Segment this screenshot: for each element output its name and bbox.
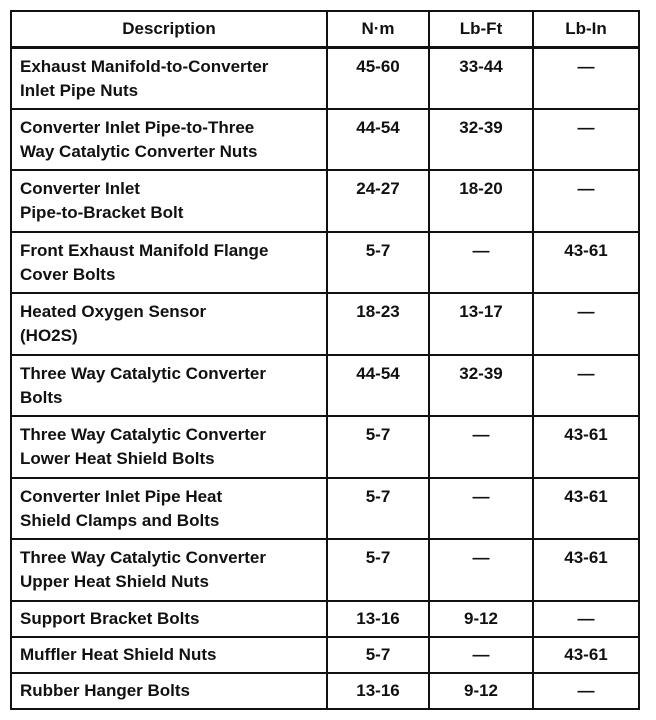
description-line: Converter Inlet Pipe-to-Three xyxy=(20,117,255,137)
header-lbft: Lb-Ft xyxy=(429,11,533,47)
description-line: Front Exhaust Manifold Flange xyxy=(20,240,269,260)
cell-description xyxy=(11,539,327,601)
cell-description xyxy=(11,170,327,232)
cell-description xyxy=(11,637,327,673)
cell-description xyxy=(11,478,327,540)
cell-lbin: 43-61 xyxy=(533,478,639,540)
cell-nm: 13-16 xyxy=(327,673,429,709)
description-line: Cover Bolts xyxy=(20,264,116,284)
cell-lbin: 43-61 xyxy=(533,539,639,601)
cell-lbft: 9-12 xyxy=(429,601,533,637)
cell-lbft: 32-39 xyxy=(429,355,533,417)
cell-lbin: — xyxy=(533,293,639,355)
cell-lbft: — xyxy=(429,539,533,601)
table-row xyxy=(11,478,639,540)
table-row xyxy=(11,293,639,355)
table-row xyxy=(11,170,639,232)
description-line: Exhaust Manifold-to-Converter xyxy=(20,56,269,76)
cell-nm: 5-7 xyxy=(327,478,429,540)
cell-nm: 5-7 xyxy=(327,637,429,673)
cell-lbin: 43-61 xyxy=(533,416,639,478)
table-row xyxy=(11,637,639,673)
cell-nm: 44-54 xyxy=(327,355,429,417)
cell-nm: 5-7 xyxy=(327,232,429,294)
cell-nm: 45-60 xyxy=(327,47,429,109)
cell-lbin: — xyxy=(533,109,639,171)
table-row xyxy=(11,673,639,709)
cell-lbft: 9-12 xyxy=(429,673,533,709)
cell-lbft: — xyxy=(429,416,533,478)
table-row xyxy=(11,355,639,417)
description-line: Three Way Catalytic Converter xyxy=(20,548,266,567)
cell-lbin: — xyxy=(533,601,639,637)
cell-nm: 18-23 xyxy=(327,293,429,355)
cell-lbft: — xyxy=(429,232,533,294)
description-line: Shield Clamps and Bolts xyxy=(20,510,220,530)
cell-lbin: — xyxy=(533,355,639,417)
description-line: Upper Heat Shield Nuts xyxy=(20,572,209,591)
table-row xyxy=(11,601,639,637)
description-line: Pipe-to-Bracket Bolt xyxy=(20,203,184,222)
cell-lbft: 13-17 xyxy=(429,293,533,355)
cell-nm: 24-27 xyxy=(327,170,429,232)
description-line: Three Way Catalytic Converter xyxy=(20,425,266,444)
description-line: Support Bracket Bolts xyxy=(20,608,200,628)
cell-nm: 5-7 xyxy=(327,416,429,478)
table-body xyxy=(11,47,639,709)
cell-description xyxy=(11,293,327,355)
table-row xyxy=(11,47,639,109)
cell-description xyxy=(11,47,327,109)
description-line: Muffler Heat Shield Nuts xyxy=(20,644,217,664)
cell-lbin: — xyxy=(533,673,639,709)
cell-nm: 5-7 xyxy=(327,539,429,601)
description-line: Way Catalytic Converter Nuts xyxy=(20,141,258,161)
description-line: Bolts xyxy=(20,387,63,407)
cell-nm: 13-16 xyxy=(327,601,429,637)
description-line: Three Way Catalytic Converter xyxy=(20,363,266,383)
table-row xyxy=(11,232,639,294)
cell-lbft: — xyxy=(429,478,533,540)
header-nm: N·m xyxy=(327,11,429,47)
cell-description xyxy=(11,355,327,417)
cell-description xyxy=(11,673,327,709)
cell-description xyxy=(11,601,327,637)
header-lbin: Lb-In xyxy=(533,11,639,47)
cell-description xyxy=(11,109,327,171)
cell-lbft: 32-39 xyxy=(429,109,533,171)
description-line: Heated Oxygen Sensor xyxy=(20,302,207,321)
description-line: Rubber Hanger Bolts xyxy=(20,680,191,700)
cell-lbft: — xyxy=(429,637,533,673)
torque-spec-table xyxy=(10,10,640,710)
cell-lbft: 33-44 xyxy=(429,47,533,109)
cell-nm: 44-54 xyxy=(327,109,429,171)
cell-lbin: 43-61 xyxy=(533,637,639,673)
cell-lbin: 43-61 xyxy=(533,232,639,294)
cell-lbin: — xyxy=(533,170,639,232)
table-header xyxy=(11,11,639,47)
cell-description xyxy=(11,416,327,478)
cell-lbin: — xyxy=(533,47,639,109)
description-line: (HO2S) xyxy=(20,326,78,345)
description-line: Inlet Pipe Nuts xyxy=(20,80,139,100)
description-line: Converter Inlet xyxy=(20,179,140,198)
header-row xyxy=(11,11,639,47)
header-description: Description xyxy=(11,11,327,47)
table-row xyxy=(11,109,639,171)
description-line: Lower Heat Shield Bolts xyxy=(20,449,215,468)
table-row xyxy=(11,539,639,601)
table-row xyxy=(11,416,639,478)
cell-description xyxy=(11,232,327,294)
description-line: Converter Inlet Pipe Heat xyxy=(20,486,223,506)
cell-lbft: 18-20 xyxy=(429,170,533,232)
